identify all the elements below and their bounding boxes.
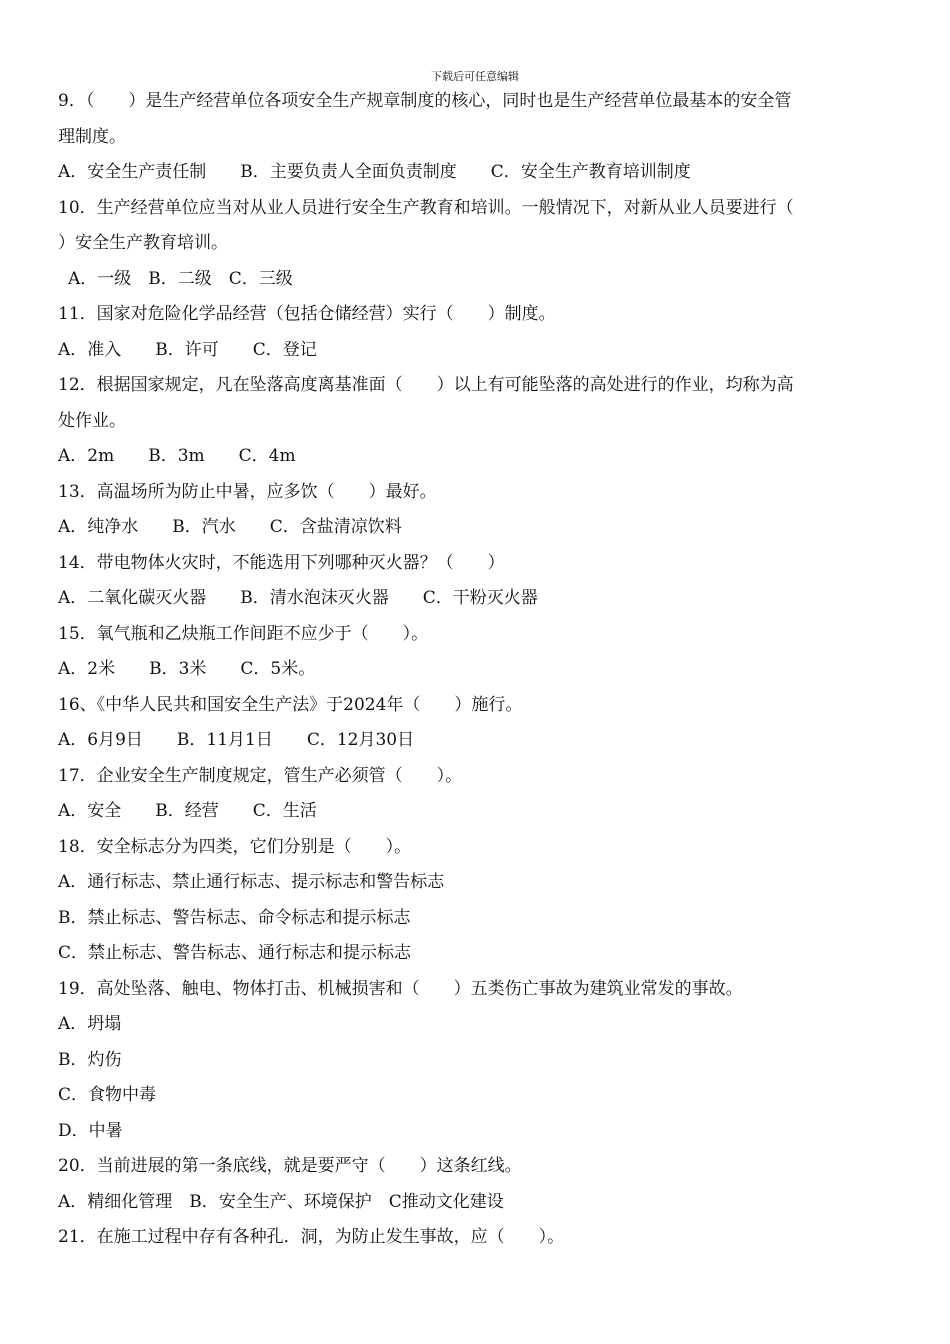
question-13-options: A．纯净水 B．汽水 C．含盐清凉饮料	[58, 517, 402, 537]
question-15-options: A．2米 B．3米 C．5米。	[58, 659, 316, 679]
question-11-options: A．准入 B．许可 C．登记	[58, 339, 317, 360]
question-13: 13．高温场所为防止中暑，应多饮（ ）最好。	[58, 481, 437, 502]
question-21: 21．在施工过程中存有各种孔．洞，为防止发生事故，应（ ）。	[58, 1227, 565, 1247]
question-19-option-b: B．灼伤	[58, 1049, 122, 1070]
question-12-continued: 处作业。	[58, 410, 126, 431]
question-15: 15．氧气瓶和乙炔瓶工作间距不应少于（ ）。	[58, 623, 429, 644]
question-9-continued: 理制度。	[58, 126, 126, 147]
question-list	[58, 84, 896, 1256]
question-19-option-a: A．坍塌	[58, 1014, 122, 1034]
question-18-option-b: B．禁止标志、警告标志、命令标志和提示标志	[58, 907, 411, 928]
question-16-options: A．6月9日 B．11月1日 C．12月30日	[58, 730, 415, 750]
question-9: 9．（ ）是生产经营单位各项安全生产规章制度的核心，同时也是生产经营单位最基本的安全管	[58, 91, 792, 111]
question-14: 14．带电物体火灾时，不能选用下列哪种灭火器？（ ）	[58, 552, 505, 573]
question-19-option-d: D．中暑	[58, 1120, 123, 1141]
question-14-options: A．二氧化碳灭火器 B．清水泡沫灭火器 C．干粉灭火器	[58, 588, 538, 608]
page-header-note: 下载后可任意编辑	[431, 70, 519, 83]
question-10-continued: ）安全生产教育培训。	[58, 233, 228, 253]
question-16: 16、《中华人民共和国安全生产法》于2024年（ ）施行。	[58, 694, 523, 715]
question-11: 11．国家对危险化学品经营（包括仓储经营）实行（ ）制度。	[58, 304, 556, 324]
question-12-options: A．2m B．3m C．4m	[58, 446, 296, 466]
question-19-option-c: C．食物中毒	[58, 1085, 157, 1105]
question-9-options: A．安全生产责任制 B．主要负责人全面负责制度 C．安全生产教育培训制度	[58, 162, 691, 182]
question-18-option-c: C．禁止标志、警告标志、通行标志和提示标志	[58, 943, 412, 963]
question-10: 10．生产经营单位应当对从业人员进行安全生产教育和培训。一般情况下，对新从业人员要进行（	[58, 197, 794, 218]
question-19: 19．高处坠落、触电、物体打击、机械损害和（ ）五类伤亡事故为建筑业常发的事故。	[58, 978, 743, 999]
question-20-options: A．精细化管理 B．安全生产、环境保护 C推动文化建设	[58, 1191, 504, 1212]
question-17: 17．企业安全生产制度规定，管生产必须管（ ）。	[58, 765, 463, 786]
question-10-options: A．一级 B．二级 C．三级	[68, 268, 293, 289]
question-18: 18．安全标志分为四类，它们分别是（ ）。	[58, 836, 412, 857]
question-18-option-a: A．通行标志、禁止通行标志、提示标志和警告标志	[58, 872, 445, 892]
question-20: 20．当前进展的第一条底线，就是要严守（ ）这条红线。	[58, 1156, 522, 1176]
question-12: 12．根据国家规定，凡在坠落高度离基准面（ ）以上有可能坠落的高处进行的作业，均称为高	[58, 375, 794, 395]
question-17-options: A．安全 B．经营 C．生活	[58, 801, 317, 821]
